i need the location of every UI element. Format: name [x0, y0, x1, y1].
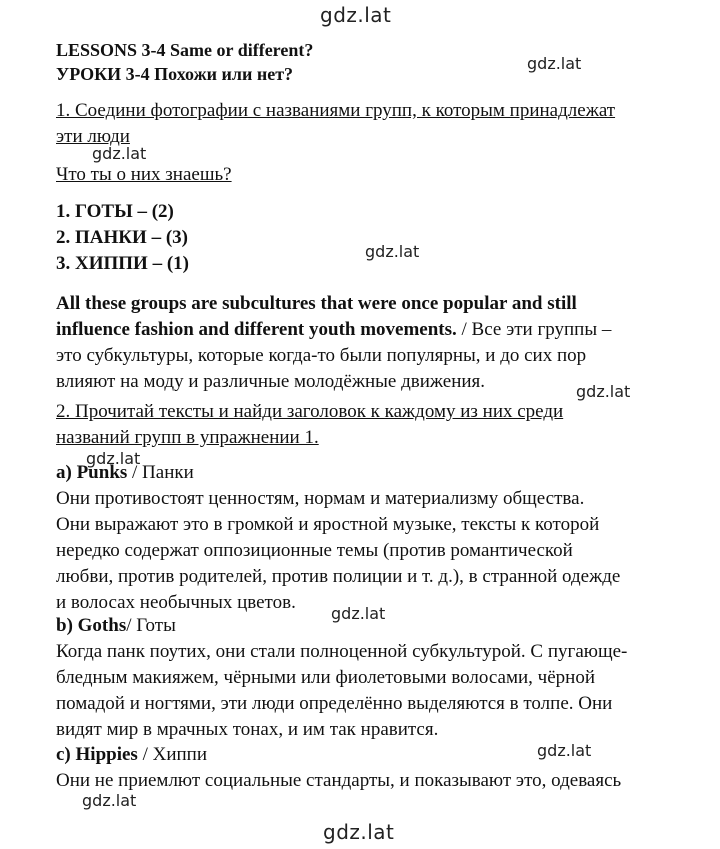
section-heading	[56, 460, 666, 486]
answer-list	[56, 199, 666, 277]
watermark: gdz.lat	[576, 382, 631, 401]
section-heading-en: b) Goths	[56, 615, 127, 636]
watermark: gdz.lat	[527, 54, 582, 73]
watermark: gdz.lat	[365, 242, 420, 261]
summary-bold-text: influence fashion and different youth movements.	[56, 319, 457, 340]
section-heading	[56, 613, 666, 639]
summary-translation: / Все эти группы –	[456, 319, 612, 340]
page-title	[56, 38, 666, 86]
section-text-line: помадой и ногтями, эти люди определённо выделяются в толпе. Они	[56, 693, 613, 714]
section-text-line: любви, против родителей, против полиции и т. д.), в странной одежде	[56, 566, 621, 587]
task-1-line: 1. Соедини фотографии с названиями групп, к которым принадлежат	[56, 100, 616, 121]
summary-line: влияют на моду и различные молодёжные движения.	[56, 371, 486, 392]
section-heading-ru: / Хиппи	[137, 744, 207, 765]
task-2-line: 2. Прочитай тексты и найди заголовок к каждому из них среди	[56, 401, 564, 422]
watermark: gdz.lat	[86, 449, 141, 468]
summary-line	[56, 317, 666, 343]
task-2-instruction	[56, 399, 666, 451]
task-1-instruction	[56, 98, 666, 150]
watermark: gdz.lat	[82, 791, 137, 810]
answer-item: 3. ХИППИ – (1)	[56, 253, 189, 274]
task-1-line: Что ты о них знаешь?	[56, 164, 232, 185]
section-text-line: видят мир в мрачных тонах, и им так нравится.	[56, 719, 439, 740]
section-heading-en: c) Hippies	[56, 744, 138, 765]
section-heading	[56, 742, 666, 768]
title-english: LESSONS 3-4 Same or different?	[56, 40, 314, 60]
watermark: gdz.lat	[92, 144, 147, 163]
section-heading-ru: / Панки	[127, 462, 194, 483]
title-russian: УРОКИ 3-4 Похожи или нет?	[56, 64, 294, 84]
watermark: gdz.lat	[320, 3, 392, 27]
section-goths	[56, 613, 666, 743]
section-hippies	[56, 742, 666, 794]
section-text-line: Они противостоят ценностям, нормам и материализму общества.	[56, 488, 585, 509]
section-heading-en: a) Punks	[56, 462, 128, 483]
summary-line: All these groups are subcultures that were once popular and still	[56, 293, 577, 314]
watermark: gdz.lat	[537, 741, 592, 760]
answer-item: 2. ПАНКИ – (3)	[56, 227, 188, 248]
task-1-line: эти люди	[56, 126, 130, 147]
answer-item: 1. ГОТЫ – (2)	[56, 201, 174, 222]
task-2-line: названий групп в упражнении 1.	[56, 427, 319, 448]
section-text-line: Они выражают это в громкой и яростной музыке, тексты к которой	[56, 514, 600, 535]
section-text-line: бледным макияжем, чёрными или фиолетовыми волосами, чёрной	[56, 667, 595, 688]
summary-line: это субкультуры, которые когда-то были популярны, и до сих пор	[56, 345, 587, 366]
watermark: gdz.lat	[323, 820, 395, 844]
section-text-line: Когда панк поутих, они стали полноценной субкультурой. С пугающе-	[56, 641, 628, 662]
section-punks	[56, 460, 666, 616]
task-1-question	[56, 162, 666, 188]
section-text-line: Они не приемлют социальные стандарты, и показывают это, одеваясь	[56, 770, 622, 791]
watermark: gdz.lat	[331, 604, 386, 623]
section-text-line: нередко содержат оппозиционные темы (против романтической	[56, 540, 573, 561]
section-text-line: и волосах необычных цветов.	[56, 592, 296, 613]
summary-paragraph	[56, 291, 666, 395]
section-heading-ru: / Готы	[126, 615, 176, 636]
